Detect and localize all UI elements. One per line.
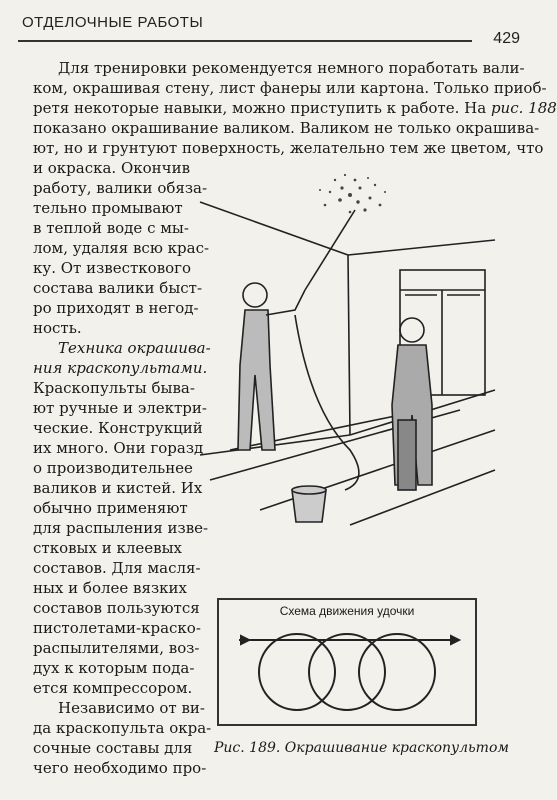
pump-operator-figure — [392, 318, 432, 490]
section-heading: ния краскопультами. — [33, 359, 208, 377]
column-line: составов. Для масля- — [33, 559, 201, 577]
column-line: обычно применяют — [33, 499, 188, 517]
bucket — [292, 486, 326, 522]
column-line: да краскопульта окра- — [33, 719, 212, 737]
page-number: 429 — [493, 30, 520, 47]
column-line: распылителями, воз- — [33, 639, 200, 657]
column-line: лом, удаляя всю крас- — [33, 239, 210, 257]
section-heading: Техника окрашива- — [58, 339, 211, 357]
text-line: показано окрашивание валиком. Валиком не только окрашива- — [33, 119, 540, 137]
figure-reference: рис. 188 — [490, 99, 557, 117]
movement-scheme — [217, 598, 477, 726]
room-corner-line — [348, 255, 350, 435]
text-line: ком, окрашивая стену, лист фанеры или картона. Только приоб- — [33, 79, 547, 97]
column-line: чего необходимо про- — [33, 759, 207, 777]
painting-illustration — [200, 150, 500, 530]
ceiling-line — [200, 202, 348, 255]
column-line: пистолетами-краско- — [33, 619, 201, 637]
column-line: ных и более вязких — [33, 579, 187, 597]
column-line: Независимо от ви- — [58, 699, 205, 717]
column-line: для распыления изве- — [33, 519, 209, 537]
column-line: работу, валики обяза- — [33, 179, 208, 197]
text-line — [33, 98, 557, 118]
column-line: дух к которым пода- — [33, 659, 195, 677]
column-line: состава валики быст- — [33, 279, 203, 297]
column-line: стковых и клеевых — [33, 539, 182, 557]
column-line: Краскопульты быва- — [33, 379, 195, 397]
column-line: ется компрессором. — [33, 679, 193, 697]
column-line: ро приходят в негод- — [33, 299, 199, 317]
column-line: валиков и кистей. Их — [33, 479, 203, 497]
sprayer-pump — [398, 420, 416, 490]
column-line: их много. Они горазд — [33, 439, 204, 457]
column-line: о производительнее — [33, 459, 193, 477]
ceiling-line — [348, 240, 495, 255]
running-head: ОТДЕЛОЧНЫЕ РАБОТЫ — [22, 14, 204, 31]
column-line: сочные составы для — [33, 739, 193, 757]
column-line: в теплой воде с мы- — [33, 219, 189, 237]
column-line: тельно промывают — [33, 199, 183, 217]
scheme-drawing — [219, 600, 475, 724]
text-line: Для тренировки рекомендуется немного поработать вали- — [58, 59, 525, 77]
text-line: и окраска. Окончив — [33, 159, 191, 177]
column-line: ность. — [33, 319, 82, 337]
text-line: ют, но и грунтуют поверхность, желательно тем же цветом, что — [33, 139, 544, 157]
spray-cloud — [319, 174, 386, 213]
header-rule — [18, 40, 472, 42]
figure-caption: Рис. 189. Окрашивание краскопультом — [214, 740, 509, 756]
column-line: ку. От известкового — [33, 259, 192, 277]
column-line: составов пользуются — [33, 599, 200, 617]
column-line: ют ручные и электри- — [33, 399, 207, 417]
column-line: ческие. Конструкций — [33, 419, 203, 437]
scheme-title: Схема движения удочки — [279, 604, 415, 618]
text-line-main: ретя некоторые навыки, можно приступить к работе. На — [33, 99, 487, 117]
